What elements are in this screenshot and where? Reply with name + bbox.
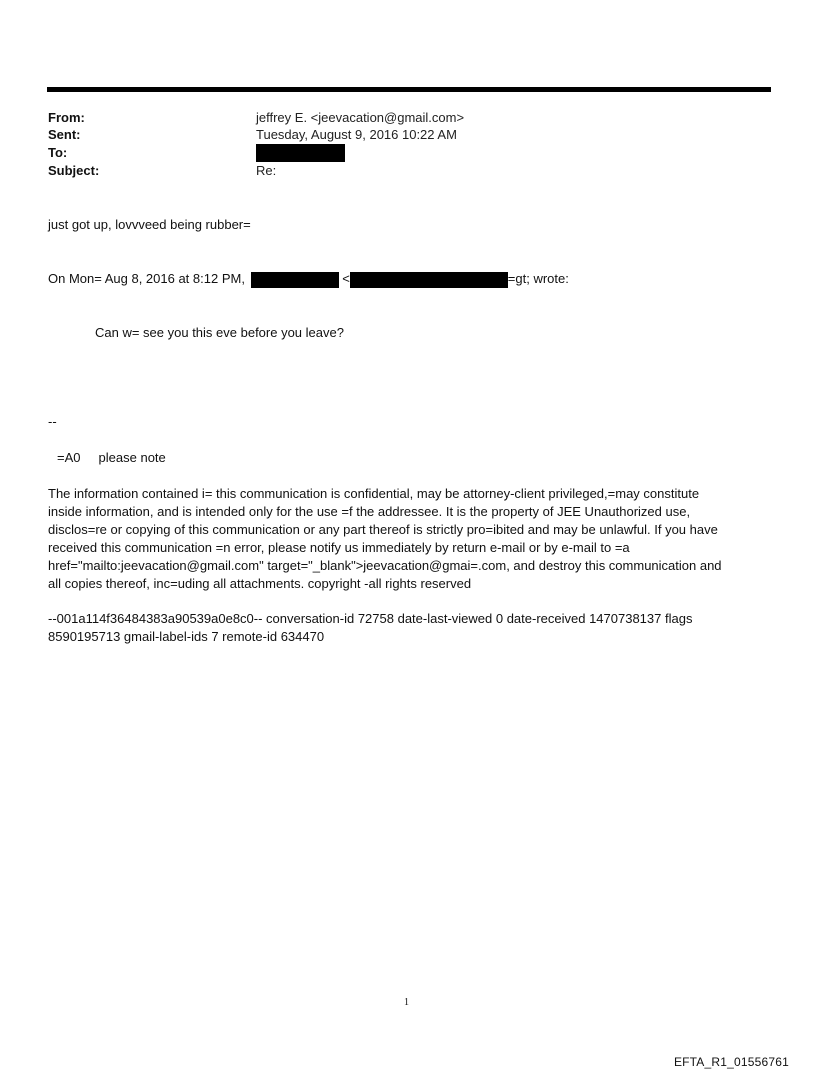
quote-intro-prefix: On Mon= Aug 8, 2016 at 8:12 PM,: [48, 271, 245, 286]
disclaimer-line: href="mailto:jeevacation@gmail.com" target="_blank">jeevacation@gmai=.com, and destroy this communication and: [48, 558, 722, 573]
header-top-rule: [47, 87, 771, 92]
note-line: =A0 please note: [57, 450, 166, 465]
metadata-line: 8590195713 gmail-label-ids 7 remote-id 634470: [48, 629, 325, 644]
disclaimer-line: received this communication =n error, please notify us immediately by return e-mail or by e-mail to =a: [48, 540, 630, 555]
document-id: EFTA_R1_01556761: [673, 1055, 789, 1069]
sent-label: Sent:: [48, 127, 81, 142]
disclaimer-line: The information contained i= this communication is confidential, may be attorney-client privileged,=may constitute: [48, 486, 700, 501]
quote-intro: [48, 270, 569, 288]
sender-email-redaction: [350, 272, 508, 288]
to-value: [256, 144, 345, 162]
quoted-message: Can w= see you this eve before you leave?: [95, 325, 344, 340]
subject-label: Subject:: [48, 163, 100, 178]
subject-value: Re:: [256, 163, 277, 178]
page-number: 1: [404, 997, 409, 1008]
to-label: To:: [48, 145, 68, 160]
disclaimer-line: all copies thereof, inc=uding all attachments. copyright -all rights reserved: [48, 576, 472, 591]
disclaimer-line: disclos=re or copying of this communication or any part thereof is strictly pro=ibited and may be unlawful. If you have: [48, 522, 718, 537]
metadata-line: --001a114f36484383a90539a0e8c0-- conversation-id 72758 date-last-viewed 0 date-received 1470738137 flags: [48, 611, 693, 626]
reply-line: just got up, lovvveed being rubber=: [48, 217, 251, 232]
confidentiality-disclaimer: [48, 485, 763, 593]
from-value: jeffrey E. <jeevacation@gmail.com>: [256, 110, 465, 125]
disclaimer-line: inside information, and is intended only for the use =f the addressee. It is the property of JEE Unauthorized use,: [48, 504, 691, 519]
signature-separator: --: [48, 414, 57, 429]
message-metadata: [48, 610, 763, 646]
sent-value: Tuesday, August 9, 2016 10:22 AM: [256, 127, 457, 142]
quote-intro-lt: <: [342, 271, 350, 286]
quote-intro-suffix: =gt; wrote:: [507, 271, 569, 286]
from-label: From:: [48, 110, 85, 125]
sender-name-redaction: [251, 272, 339, 288]
to-redaction: [256, 144, 345, 162]
